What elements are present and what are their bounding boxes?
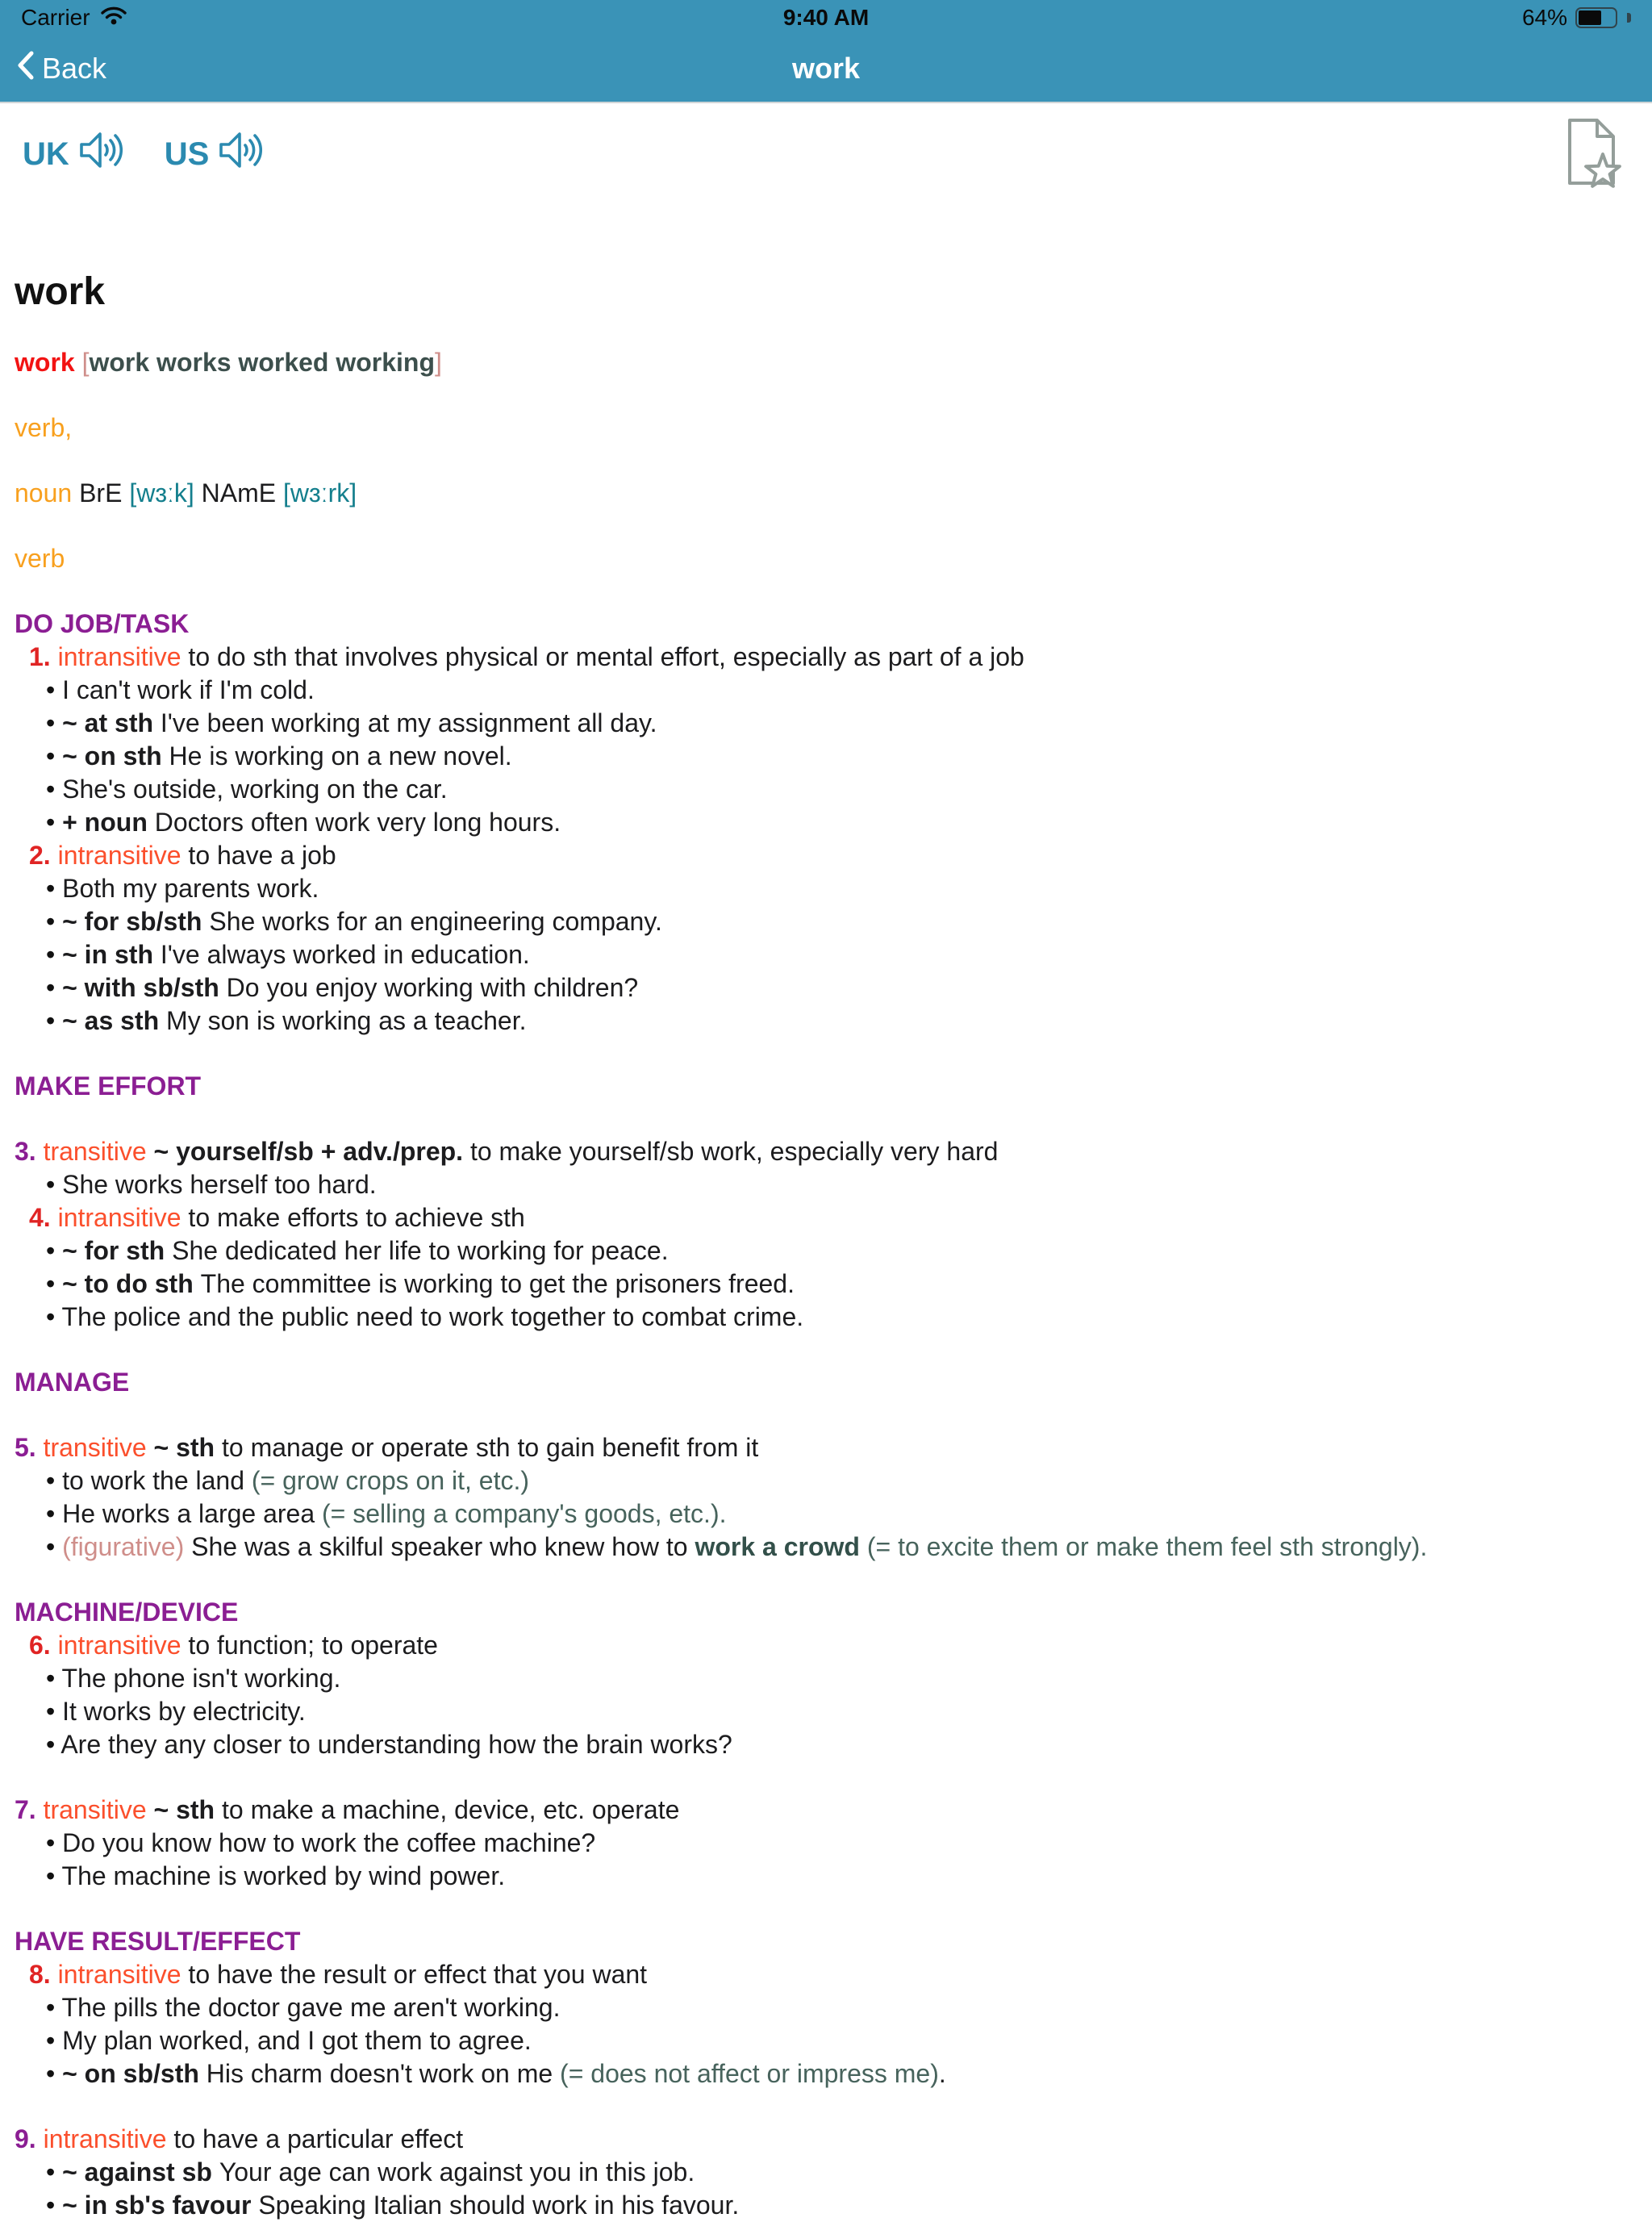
text-segment: ~ on sth <box>62 741 169 771</box>
text-segment: intransitive <box>50 841 189 870</box>
text-segment: work a crowd <box>695 1532 860 1561</box>
sense-line <box>15 1958 1620 1991</box>
example-line <box>15 1497 1620 1531</box>
entry-scroll-area[interactable] <box>0 205 1652 2222</box>
meta-line <box>15 542 1620 575</box>
battery-tip <box>1627 13 1631 23</box>
text-segment: intransitive <box>50 1960 189 1989</box>
text-segment: Your age can work against you in this job. <box>219 2157 695 2186</box>
text-segment: intransitive <box>50 1203 189 1232</box>
text-segment: noun <box>15 478 73 507</box>
bullet-marker: • <box>46 1993 62 2022</box>
text-segment: ~ sth <box>153 1795 222 1824</box>
bullet-marker: • <box>46 675 63 704</box>
text-segment: [ <box>74 348 90 377</box>
bullet-marker: • <box>46 907 63 936</box>
example-line <box>15 1464 1620 1497</box>
text-segment: verb, <box>15 413 73 442</box>
text-segment: She dedicated her life to working for peace. <box>172 1236 669 1265</box>
text-segment: (= grow crops on it, etc.) <box>251 1466 530 1495</box>
text-segment: 1. <box>29 642 51 671</box>
battery-icon <box>1575 7 1617 28</box>
text-segment: work works worked working <box>89 348 436 377</box>
text-segment: I can't work if I'm cold. <box>62 675 315 704</box>
text-segment: Do you enjoy working with children? <box>226 973 639 1002</box>
battery-percent-label: 64% <box>1521 5 1567 30</box>
bullet-marker: • <box>46 2157 63 2186</box>
sense-line <box>15 641 1620 674</box>
text-segment: to do sth that involves physical or mental effort, especially as part of a job <box>188 642 1024 671</box>
entry-headword: work <box>15 270 106 313</box>
text-segment: to have a job <box>188 841 336 870</box>
meta-line <box>15 477 1620 510</box>
sense-line <box>15 1431 1620 1464</box>
text-segment: [wɜːrk] <box>283 478 357 507</box>
example-line <box>15 2024 1620 2057</box>
example-line <box>15 674 1620 707</box>
text-segment: ~ in sb's favour <box>62 2191 259 2220</box>
text-segment: ~ sth <box>153 1433 222 1462</box>
bullet-marker: • <box>46 940 63 969</box>
text-segment: ~ in sth <box>62 940 161 969</box>
text-segment: She works for an engineering company. <box>209 907 662 936</box>
wifi-icon <box>100 5 127 31</box>
bullet-marker: • <box>46 1499 63 1528</box>
text-segment: He is working on a new novel. <box>169 741 512 771</box>
text-segment: The committee is working to get the prisoners freed. <box>200 1269 795 1298</box>
bullet-marker: • <box>46 1861 62 1890</box>
us-label: US <box>164 136 210 172</box>
carrier-label: Carrier <box>21 5 90 30</box>
example-line <box>15 1728 1620 1761</box>
bullet-marker: • <box>46 775 63 804</box>
bullet-marker: • <box>46 1697 63 1726</box>
text-segment: His charm doesn't work on me <box>206 2059 561 2088</box>
bullet-marker: • <box>46 1236 63 1265</box>
example-line <box>15 1991 1620 2024</box>
example-line <box>15 1531 1620 1564</box>
text-segment: Do you know how to work the coffee machine? <box>62 1828 596 1857</box>
section-header <box>15 1366 1620 1399</box>
text-segment: MAKE EFFORT <box>15 1071 202 1101</box>
back-chevron-icon <box>16 50 35 88</box>
text-segment: 8. <box>29 1960 51 1989</box>
text-segment: to function; to operate <box>188 1631 438 1660</box>
text-segment: intransitive <box>35 2124 174 2153</box>
text-segment: 4. <box>29 1203 51 1232</box>
entry-body <box>15 346 1620 2222</box>
sense-line <box>15 2123 1620 2156</box>
top-bar <box>0 0 1652 103</box>
text-segment: to manage or operate sth to gain benefit from it <box>221 1433 759 1462</box>
sense-line <box>15 1201 1620 1234</box>
add-to-favorites-button[interactable] <box>1552 112 1625 197</box>
bullet-marker: • <box>46 1302 62 1331</box>
example-line <box>15 1301 1620 1334</box>
text-segment: ~ against sb <box>62 2157 219 2186</box>
text-segment: Speaking Italian should work in his favour. <box>258 2191 740 2220</box>
text-segment: 3. <box>15 1137 36 1166</box>
bullet-marker: • <box>46 874 63 903</box>
example-line <box>15 1662 1620 1695</box>
text-segment: The pills the doctor gave me aren't working. <box>61 1993 561 2022</box>
text-segment: to make yourself/sb work, especially very hard <box>469 1137 999 1166</box>
back-button[interactable] <box>0 50 106 88</box>
text-segment: The phone isn't working. <box>61 1664 341 1693</box>
example-line <box>15 806 1620 839</box>
text-segment: (= does not affect or impress me) <box>560 2059 939 2088</box>
bullet-marker: • <box>46 808 63 837</box>
text-segment: transitive <box>35 1137 154 1166</box>
bullet-marker: • <box>46 741 63 771</box>
text-segment: ] <box>435 348 442 377</box>
text-segment: work <box>15 348 75 377</box>
bullet-marker: • <box>46 2059 63 2088</box>
text-segment: transitive <box>35 1795 154 1824</box>
text-segment: She's outside, working on the car. <box>62 775 448 804</box>
text-segment: ~ to do sth <box>62 1269 201 1298</box>
bullet-marker: • <box>46 1466 63 1495</box>
text-segment: ~ with sb/sth <box>62 973 227 1002</box>
text-segment: to work the land <box>62 1466 252 1495</box>
text-segment: HAVE RESULT/EFFECT <box>15 1927 301 1956</box>
text-segment: I've been working at my assignment all day. <box>160 708 657 737</box>
sense-line <box>15 1794 1620 1827</box>
text-segment: 2. <box>29 841 51 870</box>
text-segment: transitive <box>35 1433 154 1462</box>
text-segment: to have a particular effect <box>173 2124 464 2153</box>
text-segment: Doctors often work very long hours. <box>154 808 561 837</box>
navigation-bar <box>0 36 1652 103</box>
page-title: work <box>791 52 861 85</box>
text-segment: She works herself too hard. <box>62 1170 377 1199</box>
sense-line <box>15 1629 1620 1662</box>
example-line <box>15 1860 1620 1893</box>
text-segment: + noun <box>62 808 155 837</box>
text-segment: The police and the public need to work together to combat crime. <box>61 1302 804 1331</box>
bullet-marker: • <box>46 973 63 1002</box>
uk-label: UK <box>23 136 69 172</box>
text-segment: My plan worked, and I got them to agree. <box>62 2026 532 2055</box>
text-segment: She was a skilful speaker who knew how to <box>184 1532 695 1561</box>
text-segment: (= selling a company's goods, etc.). <box>322 1499 727 1528</box>
uk-pronunciation-button[interactable] <box>23 130 129 178</box>
text-segment: 5. <box>15 1433 36 1462</box>
text-segment: 6. <box>29 1631 51 1660</box>
example-line <box>15 740 1620 773</box>
example-line <box>15 1234 1620 1268</box>
sense-line <box>15 839 1620 872</box>
example-line <box>15 773 1620 806</box>
example-line <box>15 2189 1620 2222</box>
status-bar <box>0 0 1652 36</box>
text-segment: Both my parents work. <box>62 874 319 903</box>
bullet-marker: • <box>46 1664 62 1693</box>
text-segment: NAmE <box>194 478 283 507</box>
text-segment: 7. <box>15 1795 36 1824</box>
text-segment: ~ as sth <box>62 1006 167 1035</box>
example-line <box>15 1268 1620 1301</box>
text-segment: The machine is worked by wind power. <box>61 1861 506 1890</box>
text-segment: . <box>938 2059 946 2088</box>
us-pronunciation-button[interactable] <box>165 130 269 178</box>
bullet-marker: • <box>46 2191 63 2220</box>
text-segment: (= to excite them or make them feel sth strongly). <box>859 1532 1428 1561</box>
bullet-marker: • <box>46 1170 63 1199</box>
bullet-marker: • <box>46 1006 63 1035</box>
bullet-marker: • <box>46 1828 63 1857</box>
speaker-icon <box>219 130 269 178</box>
sense-line <box>15 1135 1620 1168</box>
text-segment: ~ yourself/sb + adv./prep. <box>153 1137 470 1166</box>
example-line <box>15 707 1620 740</box>
speaker-icon <box>79 130 129 178</box>
text-segment: to make efforts to achieve sth <box>188 1203 525 1232</box>
example-line <box>15 872 1620 905</box>
example-line <box>15 1004 1620 1038</box>
pronunciation-toolbar <box>0 103 1652 205</box>
text-segment: DO JOB/TASK <box>15 609 190 638</box>
text-segment: to have the result or effect that you want <box>188 1960 648 1989</box>
text-segment: He works a large area <box>62 1499 323 1528</box>
bullet-marker: • <box>46 1269 63 1298</box>
example-line <box>15 905 1620 938</box>
example-line <box>15 2156 1620 2189</box>
text-segment: MACHINE/DEVICE <box>15 1598 239 1627</box>
text-segment: It works by electricity. <box>62 1697 306 1726</box>
text-segment: BrE <box>72 478 130 507</box>
text-segment: ~ for sb/sth <box>62 907 210 936</box>
meta-line <box>15 346 1620 379</box>
section-header <box>15 1070 1620 1103</box>
example-line <box>15 2057 1620 2090</box>
text-segment: ~ on sb/sth <box>62 2059 206 2088</box>
text-segment: [wɜːk] <box>129 478 194 507</box>
text-segment: intransitive <box>50 642 189 671</box>
clock: 9:40 AM <box>782 5 870 30</box>
example-line <box>15 938 1620 971</box>
bullet-marker: • <box>46 708 63 737</box>
text-segment: intransitive <box>50 1631 189 1660</box>
section-header <box>15 1925 1620 1958</box>
example-line <box>15 971 1620 1004</box>
text-segment: My son is working as a teacher. <box>166 1006 527 1035</box>
section-header <box>15 1596 1620 1629</box>
back-label: Back <box>42 52 107 85</box>
text-segment: verb <box>15 544 65 573</box>
bullet-marker: • <box>46 1730 61 1759</box>
text-segment: (figurative) <box>62 1532 185 1561</box>
section-header <box>15 608 1620 641</box>
text-segment: to make a machine, device, etc. operate <box>221 1795 680 1824</box>
text-segment: ~ for sth <box>62 1236 173 1265</box>
example-line <box>15 1827 1620 1860</box>
text-segment: I've always worked in education. <box>160 940 530 969</box>
bullet-marker: • <box>46 1532 63 1561</box>
example-line <box>15 1695 1620 1728</box>
page-star-icon <box>1552 182 1625 196</box>
meta-line <box>15 411 1620 445</box>
text-segment: MANAGE <box>15 1368 130 1397</box>
text-segment: Are they any closer to understanding how the brain works? <box>60 1730 732 1759</box>
bullet-marker: • <box>46 2026 63 2055</box>
text-segment: ~ at sth <box>62 708 161 737</box>
text-segment: 9. <box>15 2124 36 2153</box>
example-line <box>15 1168 1620 1201</box>
